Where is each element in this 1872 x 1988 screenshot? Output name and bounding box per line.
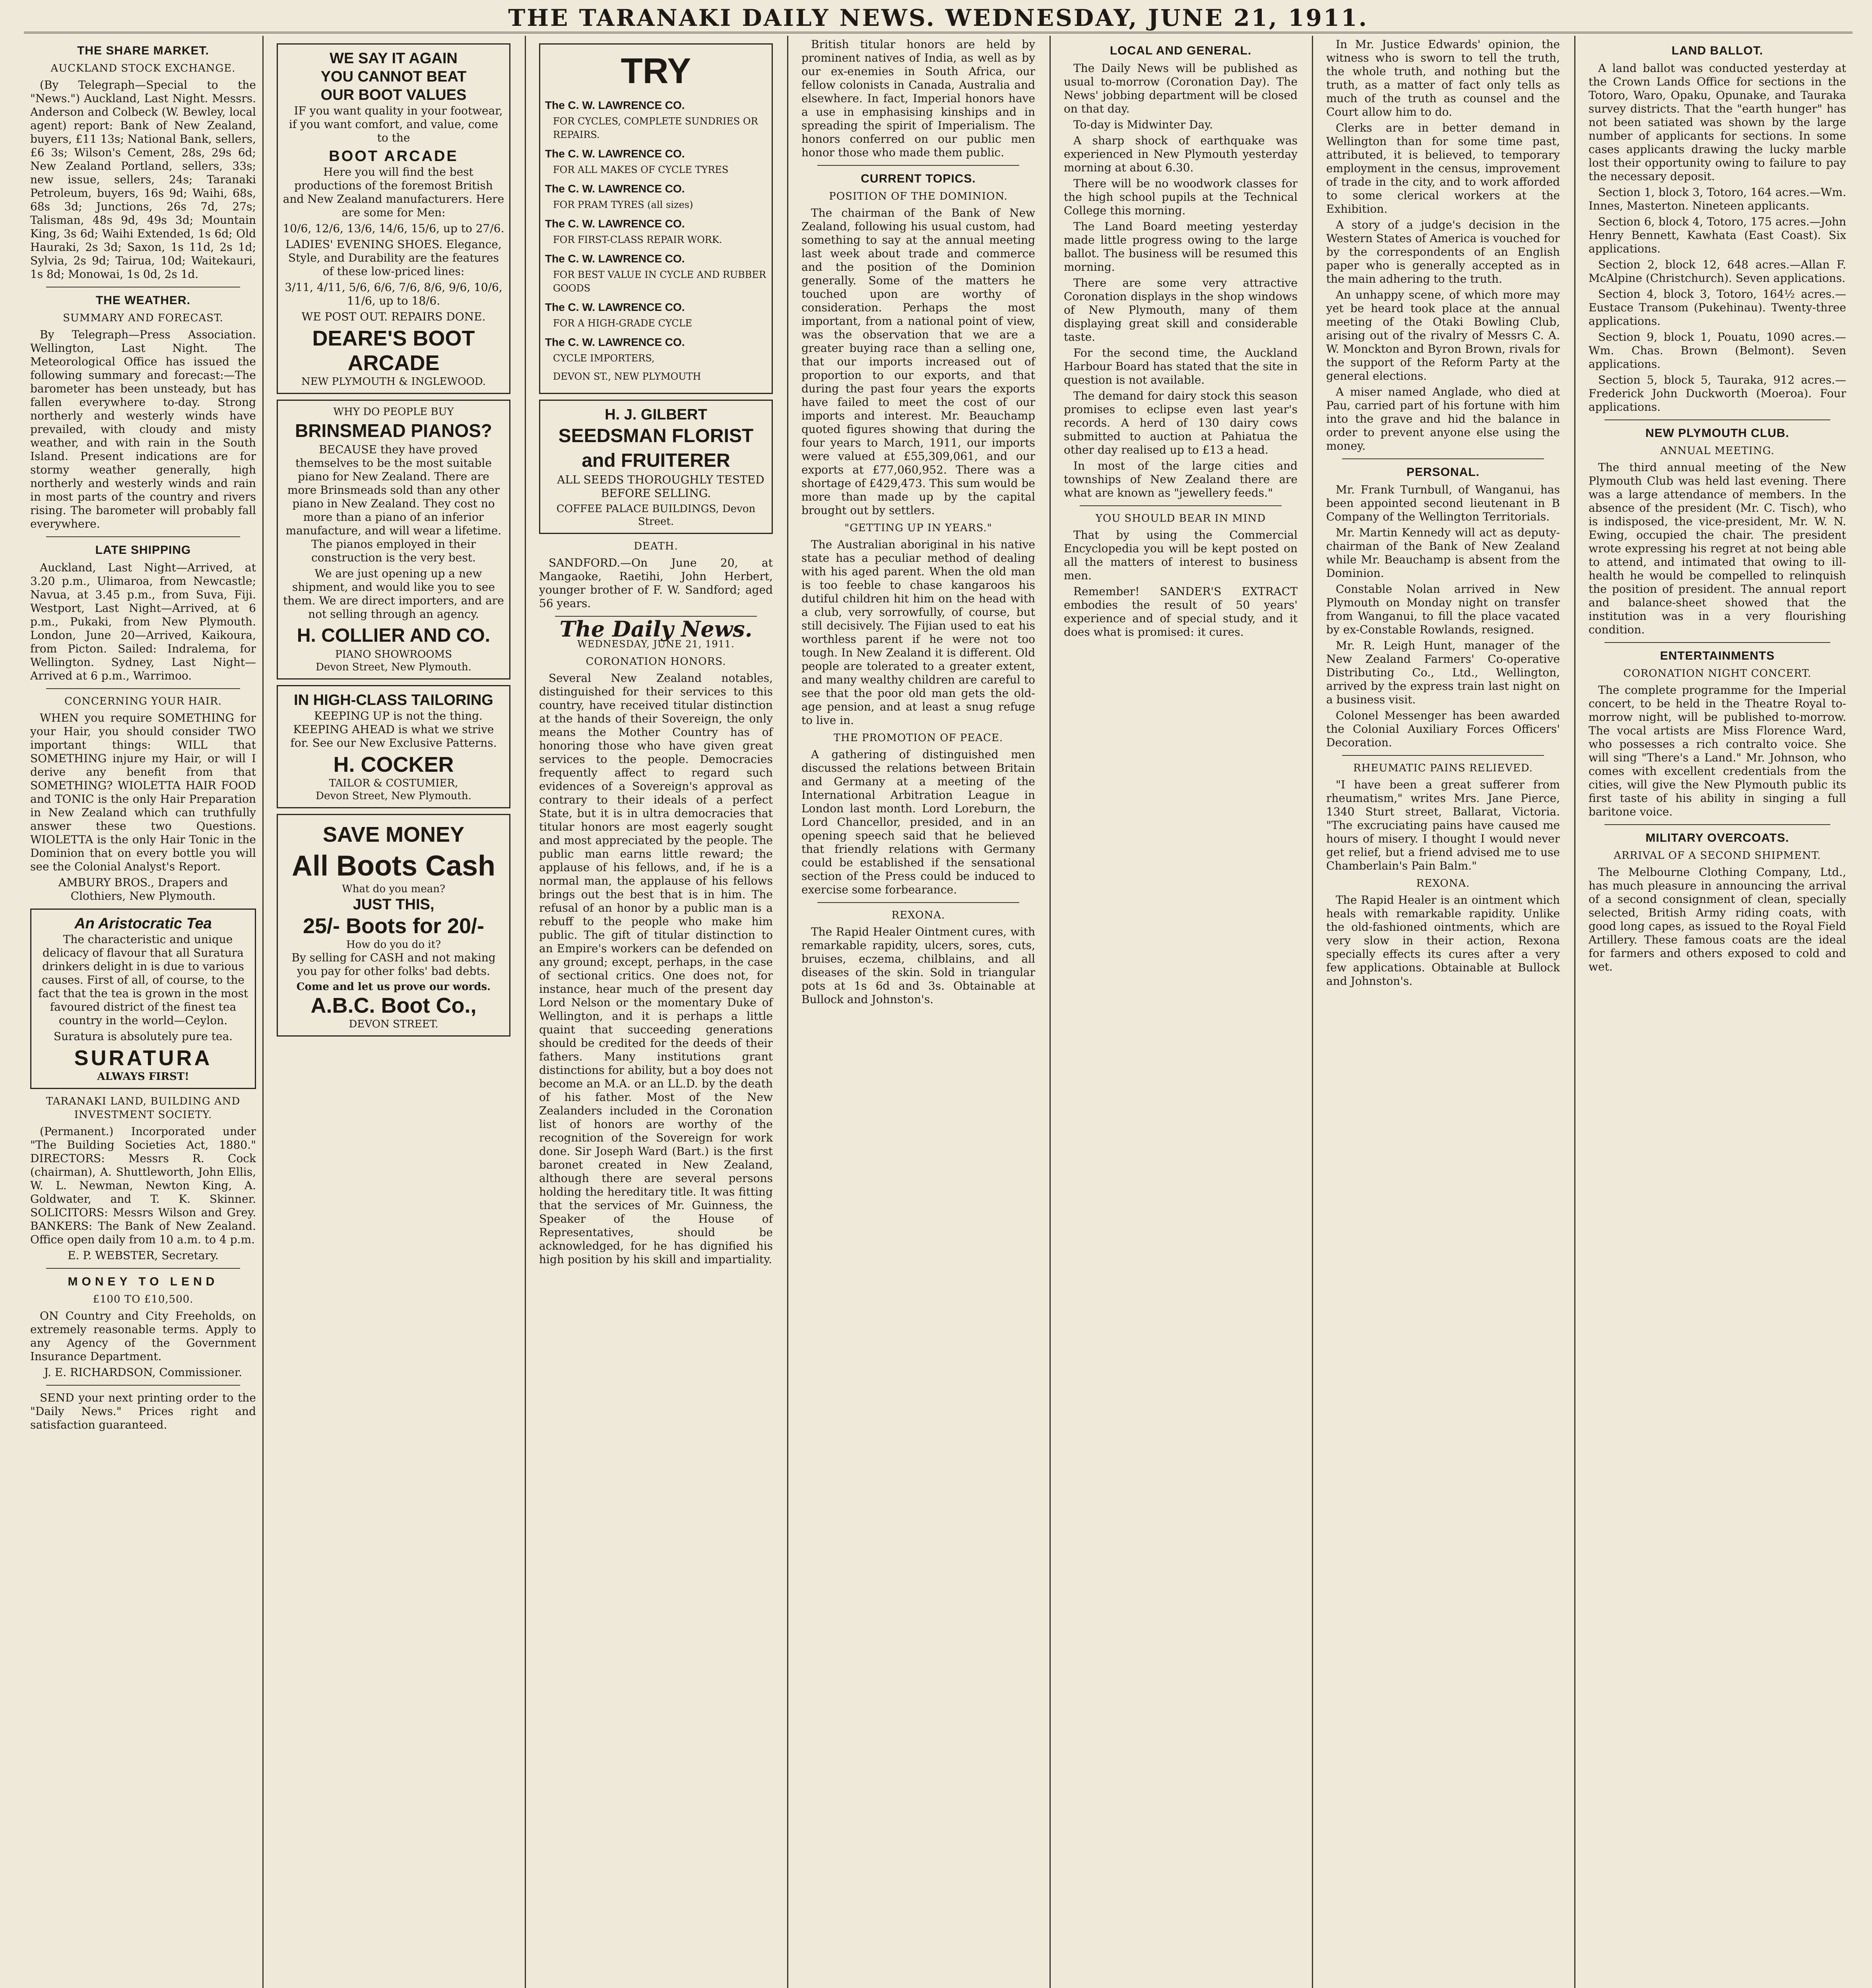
overcoats-subheading: ARRIVAL OF A SECOND SHIPMENT. [1614,850,1821,862]
weather-heading: THE WEATHER. [95,294,191,307]
court-item: In Mr. Justice Edwards' opinion, the witness who is sworn to tell the truth, the whole truth, and nothing but the truth, as a matter of fact only tells as much of the truth as counsel and the Court allow him to do. [1326,38,1560,118]
col6-item-2: A story of a judge's decision in the Western States of America is vouched for by the correspondents of an English paper who is generally accepted as in the main adhering to the truth. [1326,218,1560,285]
boot-ad-body-2: Here you will find the best productions of the foremost British and New Zealand manufacturers. Here are some for Men: [283,165,504,219]
death-heading: DEATH. [634,540,678,552]
local-general-heading: LOCAL AND GENERAL. [1110,44,1252,57]
current-topics-heading: CURRENT TOPICS. [861,172,976,185]
topic-2-body: The Australian aboriginal in his native state has a peculiar method of dealing with his aged parent. When the old man is too feeble to chase kangaroos his dutiful children hit him on the head with a club, very sorrowfully, of course, but still decisively. The Fijian used to eat his worthless parent if he were not too tough. In New Zealand it is different. Old people are tolerated to a greater extent, and many wealthy children are careful to see that the poor old man gets the old-age pension, and at least a snug refuge to live in. [801,538,1035,727]
paper-dateline: WEDNESDAY, JUNE 21, 1911. [577,639,735,650]
tea-brand: SURATURA [74,1046,212,1070]
lawrence-line-1: FOR CYCLES, COMPLETE SUNDRIES OR REPAIRS. [553,116,758,140]
tailor-role: TAILOR & COSTUMIER, [329,777,458,789]
overcoats-heading: MILITARY OVERCOATS. [1645,831,1789,845]
money-body: ON Country and City Freeholds, on extremely reasonable terms. Apply to any Agency of the Government Insurance Department. [30,1309,256,1363]
personal-item-5: Colonel Messenger has been awarded the Colonial Auxiliary Forces Officers' Decoration. [1326,709,1560,749]
bear-in-mind-body: That by using the Commercial Encyclopedia you will be kept posted on all the matters of interest to business men. [1064,528,1298,582]
column-6 [1320,38,1566,1988]
tea-tagline: ALWAYS FIRST! [97,1071,189,1083]
ballot-section-1: Section 1, block 3, Totoro, 164 acres.—Wm. Innes, Masterton. Nineteen applicants. [1589,186,1846,212]
lawrence-firm-7: The C. W. LAWRENCE CO. [545,336,685,348]
boot-ad-headline-1: WE SAY IT AGAIN [330,50,458,67]
lawrence-firm-3: The C. W. LAWRENCE CO. [545,182,685,195]
divider [817,165,1019,166]
weather-body: By Telegraph—Press Association. Wellington, Last Night. The Meteorological Office has issued the following summary and forecast:—The barometer has been unsteady, but has fallen everywhere to-day. Strong northerly and westerly winds have prevailed, with cloudy and misty weather, and with rain in the South Island. Present indications are for stormy weather generally, high northerly and westerly winds and rain in most parts of the country and rivers rising. The barometer will probably fall everywhere. [30,328,256,530]
editorial-heading: CORONATION HONORS. [586,656,726,668]
concert-heading: CORONATION NIGHT CONCERT. [1623,668,1812,679]
share-market-body: (By Telegraph—Special to the "News.") Auckland, Last Night. Messrs. Anderson and Colbeck (W. Bewley, local agent) report: Bank of New Zealand, buyers, £11 13s; National Bank, sellers, £6 3s; Wilson's Cement, 28s, 29s 6d; New Zealand Portland, sellers, 33s; new issue, sellers, 24s; Taranaki Petroleum, buyers, 16s 9d; Waihi, 68s, 68s 3d; Junctions, 26s 7d, 27s; Talisman, 48s 9d, 49s 3d; Mountain King, 3s 6d; Waihi Extended, 1s 6d; Old Hauraki, 2s 3d; Saxon, 1s 11d, 2s 1d; Sylvia, 2s 9d; Tairua, 10d; Waitekauri, 1s 8d; Monowai, 1s 0d, 2s 1d. [30,78,256,281]
piano-brand: BRINSMEAD PIANOS? [295,420,492,441]
tailoring-headline: IN HIGH-CLASS TAILORING [294,692,493,709]
ballot-section-5: Section 9, block 1, Pouatu, 1090 acres.—Wm. Chas. Brown (Belmont). Seven applications. [1589,330,1846,371]
rexona-heading: REXONA. [891,909,945,921]
money-amount: £100 TO £10,500. [93,1293,194,1305]
column-rule [262,36,264,1988]
ballot-section-2: Section 6, block 4, Totoro, 175 acres.—John Henry Bennett, Kawhata (East Coast). Six applications. [1589,215,1846,255]
ballot-section-3: Section 2, block 12, 648 acres.—Allan F. McAlpine (Christchurch). Seven applications. [1589,258,1846,285]
lawrence-advertisement [539,43,773,394]
local-item-2: To-day is Midwinter Day. [1073,118,1213,131]
piano-advertisement [277,400,510,679]
rheumatic-body: "I have been a great sufferer from rheumatism," writes Mrs. Jane Pierce, 1340 Sturt street, Ballarat, Victoria. "The excruciating pains have caused me hours of misery. I thought I would never get relief, but a friend advised me to use Chamberlain's Pain Balm." [1326,778,1560,872]
tailoring-advertisement [277,685,510,808]
local-item-1: The Daily News will be published as usual to-morrow (Coronation Day). The News' jobbing department will be closed on that day. [1064,62,1298,115]
shipping-body: Auckland, Last Night—Arrived, at 3.20 p.m., Ulimaroa, from Newcastle; Navua, at 3.45 p.m., from Suva, Fiji. Westport, Last Night—Arrived, at 6 p.m., Pukaki, from New Plymouth. London, June 20—Arrived, Kaikoura, from Picton. Sailed: Indralema, for Wellington. Sydney, Last Night—Arrived at 6 p.m., Warrimoo. [30,561,256,682]
come-see: Come and let us prove our words. [296,981,491,993]
divider [1342,458,1544,459]
gilbert-name: H. J. GILBERT [605,406,707,423]
divider [46,1385,240,1386]
divider [1342,755,1544,756]
rexona-body-2: The Rapid Healer is an ointment which heals with remarkable rapidity. Unlike the old-fashioned ointments, which are very slow in their action, Rexona specially effects its cures after a very few applications. Obtainable at Bullock and Johnston's. [1326,893,1560,988]
topic-3-heading: THE PROMOTION OF PEACE. [833,732,1003,744]
try-headline: TRY [621,51,691,91]
concert-body: The complete programme for the Imperial concert, to be held in the Theatre Royal to-morrow night, will be published to-morrow. The vocal artists are Miss Florence Ward, who possesses a rich contralto voice. She will sing "There's a Land." Mr. Johnson, who comes with excellent credentials from the cities, will give the New Plymouth public its first taste of his ability in singing a full baritone voice. [1589,683,1846,818]
tea-body: The characteristic and unique delicacy of flavour that all Suratura drinkers delight in is due to various causes. First of all, of course, to the fact that the tea is grown in the most favoured district of the finest tea country in the world—Ceylon. [38,933,248,1027]
cash-note: By selling for CASH and not making you pay for other folks' bad debts. [291,951,496,978]
topic-1-body: The chairman of the Bank of New Zealand, following his usual custom, had something to say at the annual meeting last week about trade and commerce and the position of the Dominion generally. Some of the matters he touched upon are worthy of consideration. Perhaps the most important, from a national point of view, was the observation that we are a greater buying race than a selling one, that our imports increased out of proportion to our exports, and that during the past four years the exports have failed to meet the cost of our imports and interest. Mr. Beauchamp quoted figures showing that during the four years to March, 1911, our imports were valued at £55,309,061, and our exports at £77,060,952. There was a shortage of £429,473. This sum would be more than made up by the capital brought out by settlers. [801,206,1035,517]
boot-arcade-title: BOOT ARCADE [329,148,458,165]
lawrence-importers: CYCLE IMPORTERS, [553,353,655,364]
overcoats-body: The Melbourne Clothing Company, Ltd., has much pleasure in announcing the arrival of a second consignment of clean, specially selected, British Army riding coats, with good long capes, as issued to the Royal Field Artillery. These famous coats are the ideal for farmers and others exposed to cold and wet. [1589,866,1846,973]
boot-ad-body: IF you want quality in your footwear, if you want comfort, and value, come to the [289,104,503,144]
abc-boot-advertisement [277,814,510,1037]
deare-location: NEW PLYMOUTH & INGLEWOOD. [301,376,486,388]
shipping-heading: LATE SHIPPING [95,544,191,557]
divider [1604,824,1830,825]
rexona-body: The Rapid Healer Ointment cures, with remarkable rapidity, ulcers, sores, cuts, bruises, eczema, chilblains, and all diseases of the skin. Sold in triangular pots at 1s 6d and 3s. Obtainable at Bullock and Johnston's. [801,925,1035,1006]
divider [46,688,240,689]
hair-body: WHEN you require SOMETHING for your Hair, you should consider TWO important things: WILL that SOMETHING injure my Hair, or will I derive any benefit from that SOMETHING? WIOLETTA HAIR FOOD and TONIC is the only Hair Preparation in New Zealand which can truthfully answer these two Questions. WIOLETTA is the only Hair Tonic in the Dominion that on every bottle you will see the Colonial Analyst's Report. [30,711,256,873]
land-society-heading: TARANAKI LAND, BUILDING AND INVESTMENT SOCIETY. [46,1095,241,1121]
money-signature: J. E. RICHARDSON, Commissioner. [44,1366,242,1379]
printing-notice: SEND your next printing order to the "Daily News." Prices right and satisfaction guaranteed. [30,1391,256,1431]
personal-heading: PERSONAL. [1406,466,1480,479]
ballot-section-4: Section 4, block 3, Totoro, 164½ acres.—Eustace Transom (Pukehinau). Twenty-three applications. [1589,287,1846,328]
land-society-body: (Permanent.) Incorporated under "The Building Societies Act, 1880." DIRECTORS: Messrs R. Cock (chairman), A. Shuttleworth, John Ellis, W. L. Newman, Newton King, A. Goldwater, and T. K. Skinner. SOLICITORS: Messrs Wilson and Grey. BANKERS: The Bank of New Zealand. Office open daily from 10 a.m. to 4 p.m. [30,1125,256,1246]
topic-1-heading: POSITION OF THE DOMINION. [829,190,1008,202]
share-market-subheading: AUCKLAND STOCK EXCHANGE. [50,62,236,74]
personal-item-2: Mr. Martin Kennedy will act as deputy-chairman of the Bank of New Zealand while Mr. Beauchamp is absent from the Dominion. [1326,526,1560,580]
column-4 [795,38,1042,1988]
local-item-5: The Land Board meeting yesterday made little progress owing to the large ballot. The business will be resumed this morning. [1064,220,1298,274]
editorial-body: Several New Zealand notables, distinguished for their services to this country, have received titular distinction at the hands of their Sovereign, the only means the Mother Country has of honoring those who have given great services to the people. Democracies frequently affect to regard such evidences of a Sovereign's approval as contrary to their ideals of a perfect State, but it is in ultra democracies that titular honors are most eagerly sought and most appreciated by the people. The public man earns little reward; the applause of his fellows, and, if he is a normal man, the applause of his fellows brings out the best that is in him. The refusal of an honor by a public man is a rebuff to the people who make him public. The gift of titular distinction to an Empire's workers can be defended on any ground; except, perhaps, in the case of sectional critics. One does not, for instance, hear much of the present day Lord Nelson or the momentary Duke of Wellington, and it is perhaps a little quaint that succeeding generations should be credited for the deeds of their fathers. Many institutions grant distinctions for ability, but a boy does not become an M.A. or an LL.D. by the death of his father. Most of the New Zealanders included in the Coronation list of honors are worthy of the recognition of the Sovereign for work done. Sir Joseph Ward (Bart.) is the first baronet created in New Zealand, although there are several persons holding the hereditary title. It was fitting that the services of Mr. Guinness, the Speaker of the House of Representatives, should be acknowledged, for he has dignified his high position by his skill and impartiality. [539,672,773,1266]
local-item-8: The demand for dairy stock this season promises to eclipse even last year's records. A herd of 130 dairy cows submitted to auction at Pahiatua the other day realised up to £13 a head. [1064,389,1298,456]
boot-ad-headline-2: YOU CANNOT BEAT [320,68,467,85]
divider [817,902,1019,903]
divider [1604,642,1830,643]
col6-item-3: An unhappy scene, of which more may yet be heard took place at the annual meeting of the Otaki Bowling Club, arising out of the rivalry of Messrs C. A. W. Monckton and Byron Brown, rivals for the support of the Reform Party at the general elections. [1326,288,1560,382]
boot-prices-ladies: 3/11, 4/11, 5/6, 6/6, 7/6, 8/6, 9/6, 10/6, 11/6, up to 18/6. [285,281,502,307]
paper-title: The Daily News. [559,616,753,642]
tailor-name: H. COCKER [333,753,454,777]
rexona-heading-2: REXONA. [1416,878,1470,889]
club-heading: NEW PLYMOUTH CLUB. [1645,427,1789,440]
column-5 [1057,38,1304,1988]
masthead: THE TARANAKI DAILY NEWS. WEDNESDAY, JUNE 21, 1911. [24,4,1853,33]
bear-in-mind-heading: YOU SHOULD BEAR IN MIND [1095,513,1266,524]
column-3 [533,38,779,1988]
col6-item-4: A miser named Anglade, who died at Pau, carried part of his fortune with him into the grave and hid the balance in order to prevent anyone else using the money. [1326,385,1560,452]
hair-signature: AMBURY BROS., Drapers and Clothiers, New Plymouth. [58,876,228,903]
land-ballot-heading: LAND BALLOT. [1671,44,1763,57]
deare-title: DEARE'S BOOT ARCADE [312,326,475,375]
lawrence-firm-1: The C. W. LAWRENCE CO. [545,99,685,111]
boot-post-note: WE POST OUT. REPAIRS DONE. [301,310,486,323]
collier-title: H. COLLIER AND CO. [297,625,491,646]
column-rule [525,36,526,1988]
share-market-heading: THE SHARE MARKET. [77,44,209,57]
sanders-extract-body: Remember! SANDER'S EXTRACT embodies the result of 50 years' experience and of special study, and it does what is promised: it cures. [1064,585,1298,639]
all-boots-cash: All Boots Cash [291,850,496,882]
tea-advertisement [30,909,256,1089]
collier-location: Devon Street, New Plymouth. [316,661,471,673]
lawrence-firm-4: The C. W. LAWRENCE CO. [545,217,685,230]
column-2 [270,38,517,1988]
ballot-section-6: Section 5, block 5, Tauraka, 912 acres.—Frederick John Duckworth (Moeroa). Four applications. [1589,373,1846,414]
column-1 [24,38,262,1988]
column-rule [1049,36,1051,1988]
local-item-4: There will be no woodwork classes for the high school pupils at the Technical College this morning. [1064,177,1298,217]
lawrence-firm-6: The C. W. LAWRENCE CO. [545,301,685,313]
column-7 [1582,38,1853,1988]
local-item-9: In most of the large cities and townships of New Zealand there are what are known as "jewellery feeds." [1064,459,1298,499]
local-item-6: There are some very attractive Coronation displays in the shop windows of New Plymouth, many of them displaying great skill and considerable taste. [1064,276,1298,344]
abc-name: A.B.C. Boot Co., [310,994,477,1017]
column-rule [787,36,788,1988]
divider [46,1268,240,1269]
tailoring-body: KEEPING UP is not the thing. KEEPING AHEAD is what we strive for. See our New Exclusive Patterns. [290,709,497,749]
death-notice: SANDFORD.—On June 20, at Mangaoke, Raetihi, John Herbert, younger brother of F. W. Sandford; aged 56 years. [539,556,773,610]
lawrence-location: DEVON ST., NEW PLYMOUTH [553,371,701,382]
personal-item-3: Constable Nolan arrived in New Plymouth on Monday night on transfer from Wanganui, to fill the place vacated by ex-Constable Rowlands, resigned. [1326,582,1560,636]
lawrence-firm-2: The C. W. LAWRENCE CO. [545,148,685,160]
entertainments-heading: ENTERTAINMENTS [1660,649,1775,662]
topic-3-body: A gathering of distinguished men discussed the relations between Britain and Germany at a meeting of the International Arbitration League in London last month. Lord Loreburn, the Lord Chancellor, presided, and in an opening speech said that he believed that friendly relations with Germany could be established if the sensational section of the Press could be induced to exercise some forbearance. [801,748,1035,896]
how-do: How do you do it? [346,939,441,951]
just-this: JUST THIS, [353,896,435,913]
boot-prices-men: 10/6, 12/6, 13/6, 14/6, 15/6, up to 27/6. [283,222,504,235]
club-body: The third annual meeting of the New Plymouth Club was held last evening. There was a large attendance of members. In the absence of the president (Mr. C. Tisch), who is indisposed, the vice-president, Mr. W. N. Ewing, occupied the chair. The president wrote expressing his regret at not being able to attend, and intimated that owing to ill-health he would be compelled to relinquish the position of president. The annual report and balance-sheet showed that the institution was in a very flourishing condition. [1589,461,1846,636]
lawrence-line-5: FOR BEST VALUE IN CYCLE AND RUBBER GOODS [553,269,766,294]
save-money-banner: SAVE MONEY [322,823,465,846]
personal-item-1: Mr. Frank Turnbull, of Wanganui, has been appointed second lieutenant in B Company of the Wellington Territorials. [1326,483,1560,523]
piano-body: BECAUSE they have proved themselves to be the most suitable piano for New Zealand. There are more Brinsmeads sold than any other piano in New Zealand. They cost no more than a piano of an inferior manufacture, and will wear a lifetime. The pianos employed in their construction is the very best. [285,443,502,564]
lawrence-line-3: FOR PRAM TYRES (all sizes) [553,199,693,210]
column-rule [1574,36,1575,1988]
piano-body-2: We are just opening up a new shipment, and would like you to see them. We are direct importers, and are not selling through an agency. [283,567,504,621]
local-item-3: A sharp shock of earthquake was experienced in New Plymouth yesterday morning at about 6.30. [1064,134,1298,174]
topic-2-heading: "GETTING UP IN YEARS." [844,522,992,534]
boot-ad-headline-3: OUR BOOT VALUES [320,87,467,103]
gilbert-trade: SEEDSMAN FLORIST and FRUITERER [558,425,754,471]
collier-subtitle: PIANO SHOWROOMS [335,648,452,660]
lawrence-firm-5: The C. W. LAWRENCE CO. [545,252,685,265]
gilbert-location: COFFEE PALACE BUILDINGS, Devon Street. [556,503,756,528]
hair-heading: CONCERNING YOUR HAIR. [64,695,222,707]
gilbert-body: ALL SEEDS THOROUGHLY TESTED BEFORE SELLING. [557,473,764,500]
divider [1604,419,1830,420]
money-heading: MONEY TO LEND [68,1275,219,1288]
land-society-signature: E. P. WEBSTER, Secretary. [68,1249,219,1262]
boot-ladies-line: LADIES' EVENING SHOES. Elegance, Style, and Durability are the features of these low-priced lines: [285,238,502,278]
lawrence-line-4: FOR FIRST-CLASS REPAIR WORK. [553,234,722,245]
lawrence-line-6: FOR A HIGH-GRADE CYCLE [553,318,693,329]
tailor-location: Devon Street, New Plymouth. [316,790,471,802]
what-mean: What do you mean? [342,883,445,895]
land-ballot-body: A land ballot was conducted yesterday at the Crown Lands Office for sections in the Totoro, Waro, Opaku, Opunake, and Tauraka survey districts. That the "earth hunger" has not been satiated was shown by the large number of applicants for sections. In some cases applicants drawing the lucky marble lost their opportunity owing to failure to pay the necessary deposit. [1589,62,1846,183]
tea-title: An Aristocratic Tea [74,915,212,932]
tea-note: Suratura is absolutely pure tea. [53,1030,233,1043]
piano-question: WHY DO PEOPLE BUY [333,406,454,418]
club-subheading: ANNUAL MEETING. [1660,445,1775,457]
boots-price: 25/- Boots for 20/- [303,914,485,938]
column-rule [1312,36,1313,1988]
divider [1080,505,1282,506]
local-item-7: For the second time, the Auckland Harbour Board has stated that the site in question is not available. [1064,346,1298,386]
abc-location: DEVON STREET. [349,1018,438,1030]
gilbert-advertisement [539,400,773,534]
col6-item-1: Clerks are in better demand in Wellington than for some time past, attributed, it is believed, to temporary employment in the census, improvement of trade in the city, and to work afforded to some clerical workers at the Exhibition. [1326,121,1560,215]
divider [46,536,240,537]
rheumatic-heading: RHEUMATIC PAINS RELIEVED. [1353,762,1533,774]
lawrence-line-2: FOR ALL MAKES OF CYCLE TYRES [553,164,729,175]
personal-item-4: Mr. R. Leigh Hunt, manager of the New Zealand Farmers' Co-operative Distributing Co., Ltd., Wellington, arrived by the express train last night on a business visit. [1326,639,1560,706]
editorial-continued: British titular honors are held by prominent natives of India, as well as by our ex-enemies in South Africa, our fellow colonists in Canada, Australia and elsewhere. In fact, Imperial honors have a use in emphasising kinships and in spreading the spirit of Imperialism. The honors conferred on our public men honor those who made them public. [801,38,1035,159]
boot-values-advertisement [277,43,510,394]
weather-subheading: SUMMARY AND FORECAST. [63,312,223,324]
